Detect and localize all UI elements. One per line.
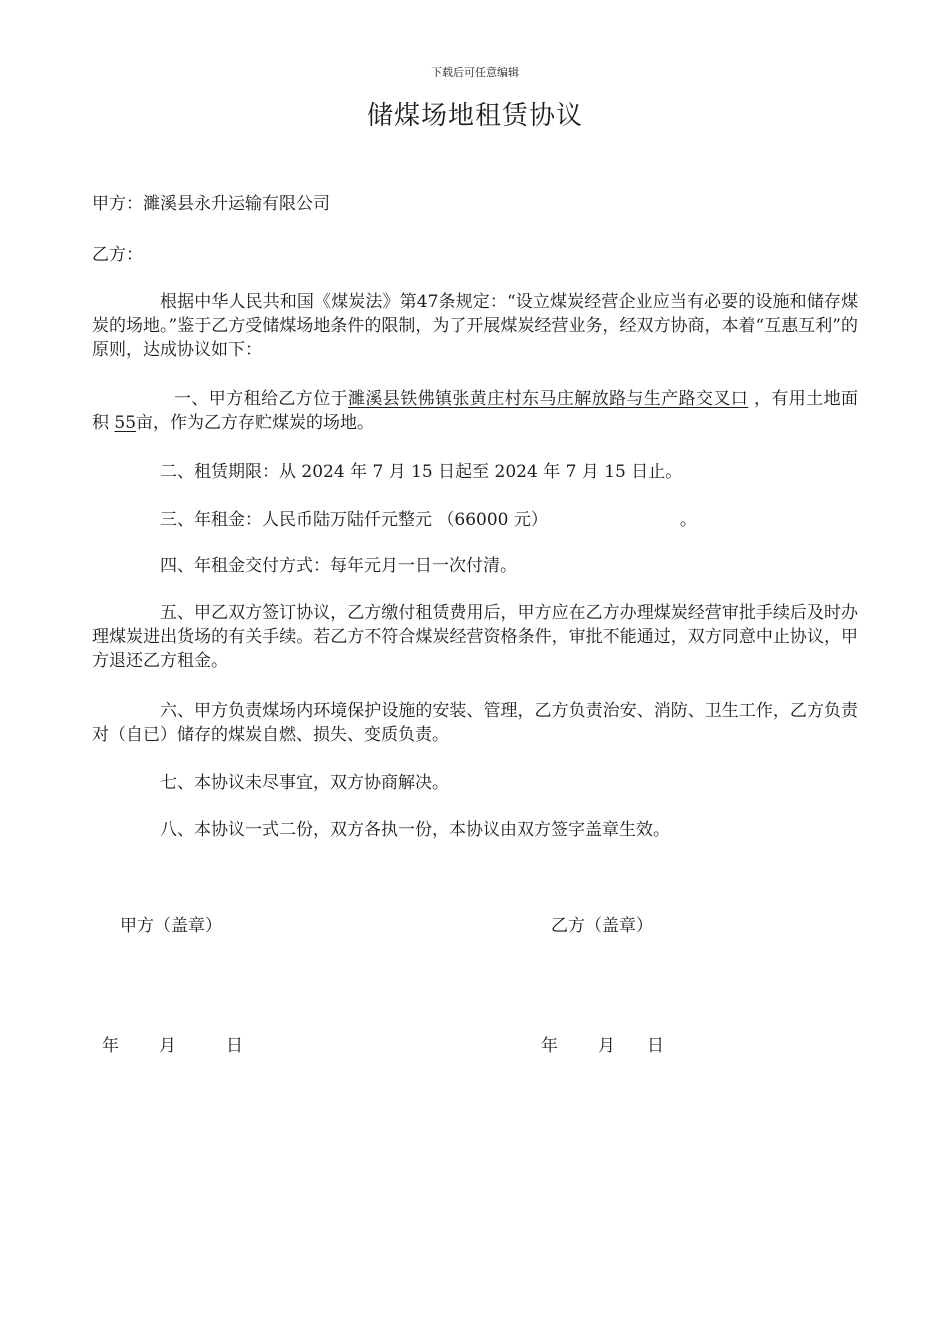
clause-3	[92, 508, 858, 532]
clause-5: 五、甲乙双方签订协议，乙方缴付租赁费用后，甲方应在乙方办理煤炭经营审批手续后及时办理煤炭进出货场的有关手续。若乙方不符合煤炭经营资格条件，审批不能通过，双方同意中止协议，甲方退还乙方租金。	[92, 603, 858, 671]
clause-1-suffix: 亩，作为乙方存贮煤炭的场地。	[136, 413, 375, 433]
clause-3-end: 。	[679, 510, 697, 530]
party-b-seal-label: 乙方（盖章）	[551, 916, 653, 936]
header-note: 下载后可任意编辑	[431, 66, 519, 79]
party-a-date-month: 月	[159, 1036, 176, 1056]
clause-1-middle: ，有用土地面积	[92, 389, 859, 433]
clause-1-prefix: 一、甲方租给乙方位于	[174, 389, 348, 409]
clause-8: 八、本协议一式二份，双方各执一份，本协议由双方签字盖章生效。	[160, 820, 670, 840]
party-a-line: 甲方：濉溪县永升运输有限公司	[92, 194, 330, 214]
intro-paragraph: 根据中华人民共和国《煤炭法》第47条规定：“设立煤炭经营企业应当有必要的设施和储存煤炭的场地。”鉴于乙方受储煤场地条件的限制，为了开展煤炭经营业务，经双方协商，本着“互惠互利”的原则，达成协议如下：	[92, 292, 858, 360]
clause-4: 四、年租金交付方式：每年元月一日一次付清。	[160, 556, 517, 576]
party-a-date-day: 日	[226, 1036, 243, 1056]
party-b-date-month: 月	[598, 1036, 615, 1056]
party-a-seal-label: 甲方（盖章）	[120, 916, 222, 936]
clause-2: 二、租赁期限：从 2024 年 7 月 15 日起至 2024 年 7 月 15 日止。	[160, 462, 683, 482]
clause-1-location: 濉溪县铁佛镇张黄庄村东马庄解放路与生产路交叉口	[348, 389, 749, 409]
clause-1	[92, 387, 858, 435]
party-b-line: 乙方：	[92, 245, 143, 265]
clause-7: 七、本协议未尽事宜，双方协商解决。	[160, 773, 449, 793]
document-title: 储煤场地租赁协议	[366, 101, 583, 131]
party-b-date-day: 日	[647, 1036, 664, 1056]
party-b-date-year: 年	[541, 1036, 558, 1056]
clause-3-text: 三、年租金：人民币陆万陆仟元整元 （66000 元）	[160, 510, 548, 530]
clause-6: 六、甲方负责煤场内环境保护设施的安装、管理，乙方负责治安、消防、卫生工作，乙方负责对（自已）储存的煤炭自燃、损失、变质负责。	[92, 701, 858, 745]
party-a-date-year: 年	[102, 1036, 119, 1056]
clause-1-area: 55	[114, 413, 137, 433]
